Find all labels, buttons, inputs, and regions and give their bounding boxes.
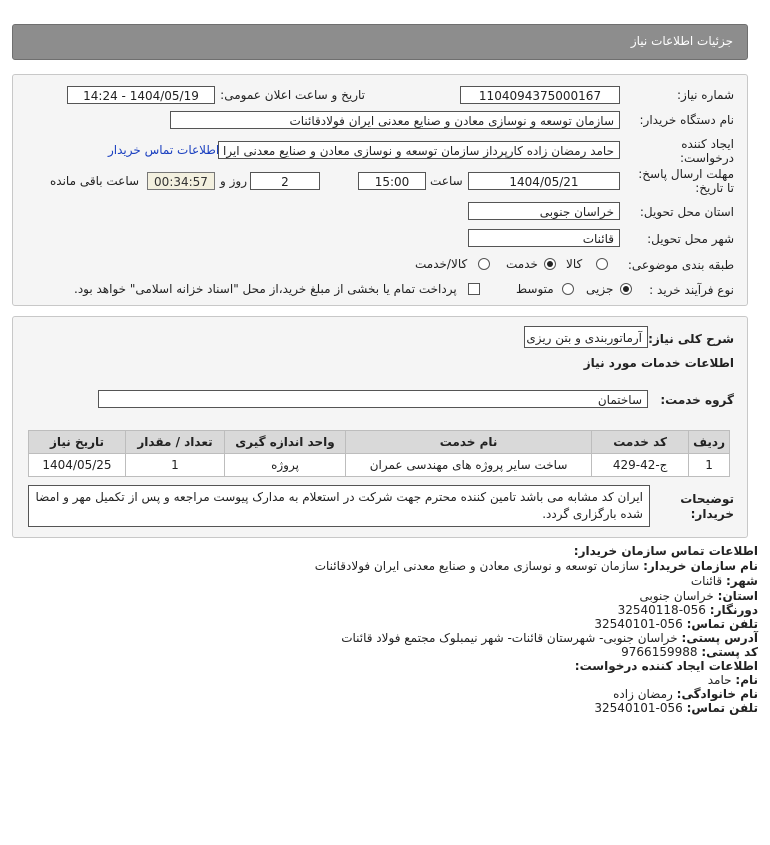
buyer-notes-field: ایران کد مشابه می باشد تامین کننده محترم جهت شرکت در استعلام به مدارک پیوست مراجعه و پس از تکمیل مهر و امضا شده بارگزاری گردد.: [28, 485, 650, 527]
treasury-payment-note: پرداخت تمام یا بخشی از مبلغ خرید،از محل "اسناد خزانه اسلامی" خواهد بود.: [74, 282, 457, 296]
page-title-bar: [12, 24, 748, 60]
contact-org-value: سازمان توسعه و نوسازی معادن و صنایع معدنی ایران فولادقائنات: [314, 559, 640, 573]
creator-header: اطلاعات ایجاد کننده درخواست:: [574, 659, 758, 673]
process-radio-medium[interactable]: [562, 283, 574, 295]
contact-phone-value: 056-32540101: [594, 617, 683, 631]
creator-family-label: نام خانوادگی:: [676, 687, 758, 701]
col-service-code: کد خدمت: [592, 431, 689, 454]
deadline-time-field: 15:00: [358, 172, 426, 190]
table-header-row: [29, 431, 730, 454]
contact-city-label: شهر:: [726, 574, 758, 588]
buyer-org-field: سازمان توسعه و نوسازی معادن و صنایع معدنی ایران فولادقائنات: [170, 111, 620, 129]
creator-phone-label: تلفن تماس:: [686, 701, 758, 715]
deadline-time-label: ساعت: [430, 174, 463, 188]
creator-label-2: درخواست:: [680, 151, 734, 165]
contact-postal-label: کد پستی:: [701, 645, 758, 659]
services-table: [28, 430, 730, 477]
contact-province-line: [640, 589, 758, 603]
col-unit: واحد اندازه گیری: [225, 431, 346, 454]
category-option-service: خدمت: [506, 257, 538, 271]
table-row: [29, 454, 730, 477]
col-quantity: تعداد / مقدار: [126, 431, 225, 454]
cell-unit: پروژه: [225, 454, 346, 477]
contact-province-value: خراسان جنوبی: [639, 589, 714, 603]
contact-fax-value: 056-32540118: [617, 603, 706, 617]
creator-label-1: ایجاد کننده: [681, 137, 734, 151]
category-option-goods-service: کالا/خدمت: [415, 257, 468, 271]
creator-phone-line: [594, 701, 758, 715]
contact-fax-line: [618, 603, 758, 617]
remaining-days-field: 2: [250, 172, 320, 190]
col-service-name: نام خدمت: [346, 431, 592, 454]
province-field: خراسان جنوبی: [468, 202, 620, 220]
contact-header: اطلاعات تماس سازمان خریدار:: [573, 544, 758, 558]
contact-province-label: استان:: [717, 589, 758, 603]
contact-address-line: [341, 631, 758, 645]
cell-need-date: 1404/05/25: [29, 454, 126, 477]
need-number-field: 1104094375000167: [460, 86, 620, 104]
service-group-label: گروه خدمت:: [660, 393, 734, 407]
announce-date-label: تاریخ و ساعت اعلان عمومی:: [220, 88, 365, 102]
city-label: شهر محل تحویل:: [647, 232, 734, 246]
contact-phone-label: تلفن تماس:: [686, 617, 758, 631]
remaining-time-label: ساعت باقی مانده: [50, 174, 140, 188]
contact-org-line: [315, 559, 758, 573]
contact-address-label: آدرس پستی:: [681, 631, 758, 645]
buyer-notes-label-1: توضیحات: [680, 492, 734, 506]
category-radio-goods-service[interactable]: [478, 258, 490, 270]
creator-field: حامد رمضان زاده کارپرداز سازمان توسعه و نوسازی معادن و صنایع معدنی ایرا: [218, 141, 620, 159]
announce-date-field: 1404/05/19 - 14:24: [67, 86, 215, 104]
cell-row-number: 1: [689, 454, 730, 477]
category-radio-goods[interactable]: [596, 258, 608, 270]
page-title: جزئیات اطلاعات نیاز: [630, 34, 733, 48]
buyer-notes-label-2: خریدار:: [690, 507, 734, 521]
process-label: نوع فرآیند خرید :: [649, 283, 734, 297]
cell-service-name: ساخت سایر پروژه های مهندسی عمران: [346, 454, 592, 477]
col-need-date: تاریخ نیاز: [29, 431, 126, 454]
buyer-contact-link[interactable]: اطلاعات تماس خریدار: [108, 143, 220, 157]
cell-service-code: ج-42-429: [592, 454, 689, 477]
creator-name-line: [708, 673, 758, 687]
contact-org-label: نام سازمان خریدار:: [643, 559, 758, 573]
creator-name-label: نام:: [735, 673, 758, 687]
province-label: استان محل تحویل:: [639, 205, 734, 219]
treasury-payment-checkbox[interactable]: [468, 283, 480, 295]
city-field: قائنات: [468, 229, 620, 247]
contact-postal-line: [621, 645, 758, 659]
category-radio-service[interactable]: [544, 258, 556, 270]
summary-label: شرح کلی نیاز:: [648, 332, 734, 346]
contact-phone-line: [594, 617, 758, 631]
remaining-time-field: 00:34:57: [147, 172, 215, 190]
category-option-goods: کالا: [566, 257, 583, 271]
col-row-number: ردیف: [689, 431, 730, 454]
contact-city-value: قائنات: [690, 574, 723, 588]
contact-postal-value: 9766159988: [621, 645, 698, 659]
services-header: اطلاعات خدمات مورد نیاز: [583, 356, 734, 370]
contact-city-line: [691, 574, 758, 588]
remaining-days-label: روز و: [220, 174, 247, 188]
deadline-label-2: تا تاریخ:: [695, 181, 734, 195]
buyer-org-label: نام دستگاه خریدار:: [639, 113, 734, 127]
process-option-medium: متوسط: [516, 282, 554, 296]
deadline-date-field: 1404/05/21: [468, 172, 620, 190]
process-radio-minor[interactable]: [620, 283, 632, 295]
category-label: طبقه بندی موضوعی:: [627, 258, 734, 272]
deadline-label-1: مهلت ارسال پاسخ:: [638, 167, 734, 181]
service-group-field: ساختمان: [98, 390, 648, 408]
contact-fax-label: دورنگار:: [709, 603, 758, 617]
creator-phone-value: 056-32540101: [594, 701, 683, 715]
cell-quantity: 1: [126, 454, 225, 477]
contact-address-value: خراسان جنوبی- شهرستان قائنات- شهر نیمبلوک مجتمع فولاد قائنات: [341, 631, 678, 645]
creator-name-value: حامد: [707, 673, 732, 687]
need-number-label: شماره نیاز:: [677, 88, 734, 102]
process-option-minor: جزیی: [586, 282, 614, 296]
summary-field: آرماتوربندی و بتن ریزی: [524, 326, 648, 348]
creator-family-line: [613, 687, 758, 701]
creator-family-value: رمضان زاده: [613, 687, 673, 701]
